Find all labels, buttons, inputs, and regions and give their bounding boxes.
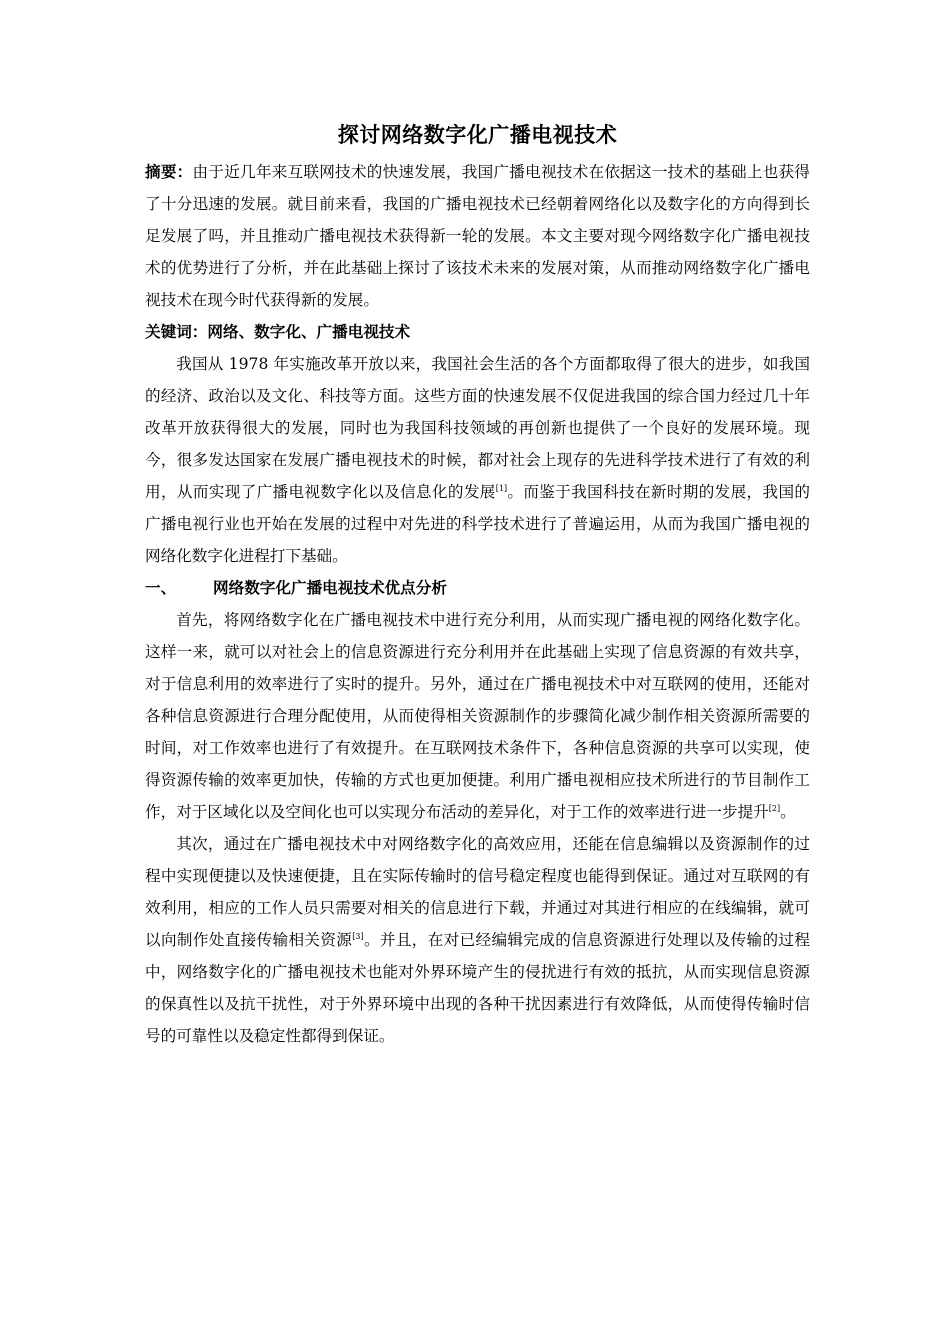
section1-paragraph-2 [145, 828, 810, 1052]
citation-3: [3] [352, 931, 364, 941]
abstract-paragraph [145, 156, 810, 316]
intro-paragraph [145, 348, 810, 572]
intro-text-2: 。而鉴于我国科技在新时期的发展，我国的广播电视行业也开始在发展的过程中对先进的科学技术进行了普遍运用，从而为我国广播电视的网络化数字化进程打下基础。 [145, 483, 810, 565]
section-heading-1 [145, 572, 810, 604]
section1-p2-text-2: 。并且，在对已经编辑完成的信息资源进行处理以及传输的过程中，网络数字化的广播电视技术也能对外界环境产生的侵扰进行有效的抵抗，从而实现信息资源的保真性以及抗干扰性，对于外界环境中出现的各种干扰因素进行有效降低，从而使得传输时信号的可靠性以及稳定性都得到保证。 [145, 931, 810, 1045]
section1-p2-text-1: 其次，通过在广播电视技术中对网络数字化的高效应用，还能在信息编辑以及资源制作的过程中实现便捷以及快速便捷，且在实际传输时的信号稳定程度也能得到保证。通过对互联网的有效利用，相应的工作人员只需要对相关的信息进行下载，并通过对其进行相应的在线编辑，就可以向制作处直接传输相关资源 [145, 835, 810, 949]
section-heading-text: 网络数字化广播电视技术优点分析 [213, 578, 447, 597]
section1-p1-text-1: 首先，将网络数字化在广播电视技术中进行充分利用，从而实现广播电视的网络化数字化。这样一来，就可以对社会上的信息资源进行充分利用并在此基础上实现了信息资源的有效共享，对于信息利用的效率进行了实时的提升。另外，通过在广播电视技术中对互联网的使用，还能对各种信息资源进行合理分配使用，从而使得相关资源制作的步骤简化减少制作相关资源所需要的时间，对工作效率也进行了有效提升。在互联网技术条件下，各种信息资源的共享可以实现，使得资源传输的效率更加快，传输的方式也更加便捷。利用广播电视相应技术所进行的节目制作工作，对于区域化以及空间化也可以实现分布活动的差异化，对于工作的效率进行进一步提升 [145, 611, 810, 821]
section1-paragraph-1 [145, 604, 810, 828]
document-page [145, 118, 810, 1052]
section-number: 一、 [145, 578, 177, 597]
keywords-line: 关键词：网络、数字化、广播电视技术 [145, 322, 411, 341]
citation-2: [2] [768, 803, 781, 813]
section1-p1-text-2: 。 [780, 803, 796, 821]
citation-1: [1] [495, 483, 508, 493]
abstract-label: 摘要： [145, 162, 193, 181]
document-title: 探讨网络数字化广播电视技术 [337, 122, 618, 147]
intro-text-1: 我国从 1978 年实施改革开放以来，我国社会生活的各个方面都取得了很大的进步，如我国的经济、政治以及文化、科技等方面。这些方面的快速发展不仅促进我国的综合国力经过几十年改革开放获得很大的发展，同时也为我国科技领域的再创新也提供了一个良好的发展环境。现今，很多发达国家在发展广播电视技术的时候，都对社会上现存的先进科学技术进行了有效的利用，从而实现了广播电视数字化以及信息化的发展 [145, 355, 810, 501]
abstract-text: 由于近几年来互联网技术的快速发展，我国广播电视技术在依据这一技术的基础上也获得了十分迅速的发展。就目前来看，我国的广播电视技术已经朝着网络化以及数字化的方向得到长足发展了吗，并且推动广播电视技术获得新一轮的发展。本文主要对现今网络数字化广播电视技术的优势进行了分析，并在此基础上探讨了该技术未来的发展对策，从而推动网络数字化广播电视技术在现今时代获得新的发展。 [145, 163, 810, 309]
